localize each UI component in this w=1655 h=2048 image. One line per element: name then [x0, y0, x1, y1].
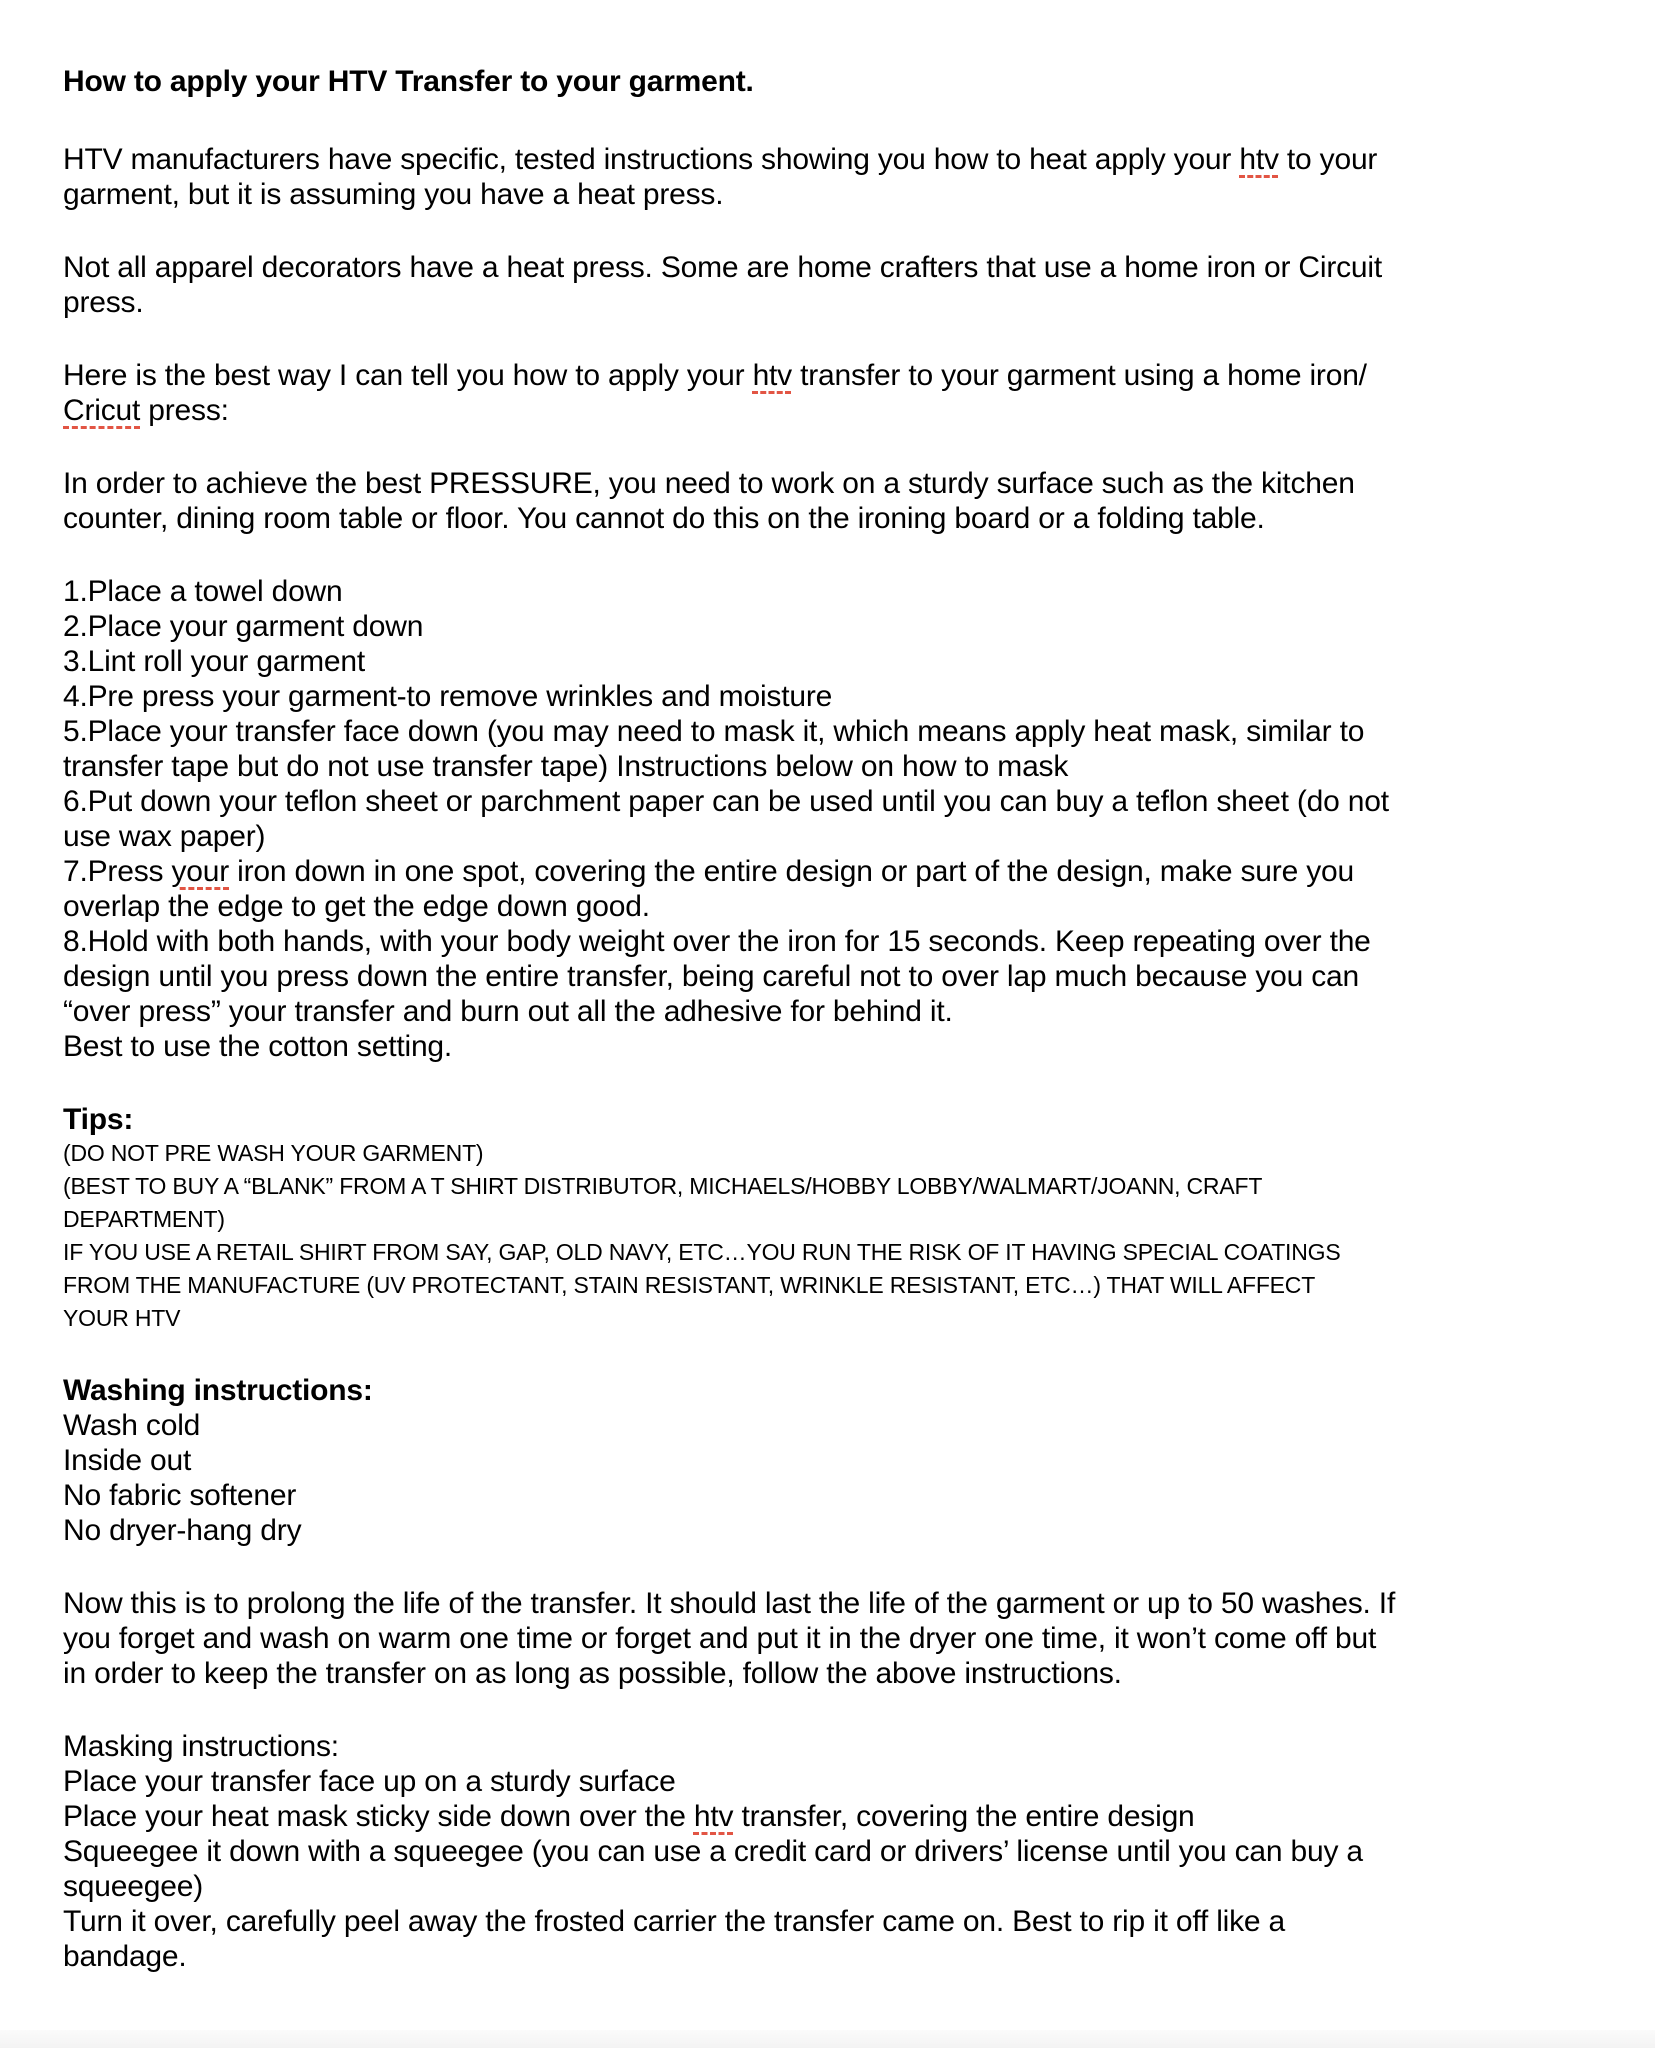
text-segment: bandage. [63, 1940, 187, 1973]
text-segment: design until you press down the entire transfer, being careful not to over lap much because you can [63, 960, 1359, 993]
misspelled-word: htv [693, 1800, 734, 1833]
text-segment: (DO NOT PRE WASH YOUR GARMENT) [63, 1140, 484, 1166]
document-title [63, 64, 1645, 99]
text-line [63, 501, 1645, 536]
washing-heading [63, 1373, 1645, 1408]
text-segment: overlap the edge to get the edge down good. [63, 890, 650, 923]
blank-line [63, 1691, 1645, 1729]
text-segment: Tips: [63, 1103, 134, 1136]
text-segment: 1.Place a towel down [63, 575, 343, 608]
text-line [63, 1236, 1645, 1269]
text-segment: Turn it over, carefully peel away the frosted carrier the transfer came on. Best to rip it off like a [63, 1905, 1286, 1938]
misspelled-word: htv [1239, 143, 1279, 176]
text-line [63, 644, 1645, 679]
text-line [63, 1170, 1645, 1203]
numbered-steps [63, 574, 1645, 1064]
text-line [63, 1137, 1645, 1170]
masking-section [63, 1729, 1645, 1974]
text-segment: IF YOU USE A RETAIL SHIRT FROM SAY, GAP, OLD NAVY, ETC…YOU RUN THE RISK OF IT HAVING SPECIAL COATINGS [63, 1239, 1341, 1265]
text-segment: press. [63, 286, 144, 319]
text-line [63, 466, 1645, 501]
text-line [63, 1729, 1645, 1764]
text-segment: garment, but it is assuming you have a heat press. [63, 178, 724, 211]
text-segment: Place your transfer face up on a sturdy surface [63, 1765, 676, 1798]
text-line [63, 1478, 1645, 1513]
text-segment: Masking instructions: [63, 1730, 339, 1763]
misspelled-word: Cricut [63, 394, 141, 427]
blank-line [63, 104, 1645, 142]
text-line [63, 1656, 1645, 1691]
text-segment: FROM THE MANUFACTURE (UV PROTECTANT, STAIN RESISTANT, WRINKLE RESISTANT, ETC…) THAT WILL AFFECT [63, 1272, 1316, 1298]
text-line [63, 358, 1645, 393]
text-line [63, 819, 1645, 854]
text-segment: (BEST TO BUY A “BLANK” FROM A T SHIRT DISTRIBUTOR, MICHAELS/HOBBY LOBBY/WALMART/JOANN, CRAFT [63, 1173, 1263, 1199]
text-line [63, 1621, 1645, 1656]
text-segment: 6.Put down your teflon sheet or parchment paper can be used until you can buy a teflon sheet (do not [63, 785, 1389, 818]
text-line [63, 285, 1645, 320]
text-line [63, 959, 1645, 994]
prolong-paragraph [63, 1586, 1645, 1691]
blank-line [63, 320, 1645, 358]
text-segment: YOUR HTV [63, 1305, 181, 1331]
blank-line [63, 1064, 1645, 1102]
washing-list [63, 1408, 1645, 1548]
misspelled-word: htv [752, 359, 792, 392]
document-content [63, 64, 1645, 1974]
text-segment: Here is the best way I can tell you how to apply your [63, 359, 753, 392]
text-segment: Best to use the cotton setting. [63, 1030, 453, 1063]
text-line [63, 994, 1645, 1029]
text-line [63, 250, 1645, 285]
text-line [63, 1443, 1645, 1478]
text-segment: HTV manufacturers have specific, tested instructions showing you how to heat apply your [63, 143, 1240, 176]
text-segment: How to apply your HTV Transfer to your garment. [63, 65, 754, 98]
blank-line [63, 212, 1645, 250]
text-line [63, 1408, 1645, 1443]
text-line [63, 924, 1645, 959]
text-segment: 8.Hold with both hands, with your body weight over the iron for 15 seconds. Keep repeating over the [63, 925, 1371, 958]
text-line [63, 1869, 1645, 1904]
intro-paragraph [63, 142, 1645, 212]
text-line [63, 1029, 1645, 1064]
blank-line [63, 1335, 1645, 1373]
text-line [63, 609, 1645, 644]
text-line [63, 854, 1645, 889]
text-segment: “over press” your transfer and burn out all the adhesive for behind it. [63, 995, 953, 1028]
text-segment: 7.Press [63, 855, 172, 888]
blank-line [63, 428, 1645, 466]
text-line [63, 1939, 1645, 1974]
text-line [63, 1269, 1645, 1302]
text-segment: transfer to your garment using a home iron/ [791, 359, 1367, 392]
text-line [63, 1904, 1645, 1939]
text-line [63, 177, 1645, 212]
text-line [63, 1834, 1645, 1869]
text-segment: transfer tape but do not use transfer tape) Instructions below on how to mask [63, 750, 1069, 783]
text-segment: DEPARTMENT) [63, 1206, 225, 1232]
text-segment: Inside out [63, 1444, 192, 1477]
document-title-text [63, 64, 1645, 99]
text-segment: Wash cold [63, 1409, 201, 1442]
text-segment: in order to keep the transfer on as long as possible, follow the above instructions. [63, 1657, 1122, 1690]
text-segment: squeegee) [63, 1870, 203, 1903]
text-line [63, 784, 1645, 819]
page-bottom-bar [0, 2030, 1655, 2048]
text-segment: iron down in one spot, covering the entire design or part of the design, make sure you [229, 855, 1354, 888]
text-line [63, 1586, 1645, 1621]
text-segment: 2.Place your garment down [63, 610, 424, 643]
text-segment: transfer, covering the entire design [733, 1800, 1195, 1833]
text-segment: 4.Pre press your garment-to remove wrinkles and moisture [63, 680, 833, 713]
text-line [63, 393, 1645, 428]
text-segment: press: [140, 394, 229, 427]
text-segment: 5.Place your transfer face down (you may need to mask it, which means apply heat mask, similar to [63, 715, 1365, 748]
best-way-paragraph [63, 358, 1645, 428]
text-line [63, 1764, 1645, 1799]
text-line [63, 679, 1645, 714]
text-segment: No fabric softener [63, 1479, 297, 1512]
text-line [63, 749, 1645, 784]
section-heading-text [63, 1102, 1645, 1137]
text-segment: Place your heat mask sticky side down over the [63, 1800, 694, 1833]
text-line [63, 1302, 1645, 1335]
blank-line [63, 1548, 1645, 1586]
text-segment: No dryer-hang dry [63, 1514, 302, 1547]
text-segment: 3.Lint roll your garment [63, 645, 366, 678]
text-segment: Squeegee it down with a squeegee (you can use a credit card or drivers’ license until you can buy a [63, 1835, 1363, 1868]
misspelled-word: your [171, 855, 230, 888]
text-segment: counter, dining room table or floor. You cannot do this on the ironing board or a folding table. [63, 502, 1265, 535]
text-line [63, 1799, 1645, 1834]
text-segment: Now this is to prolong the life of the transfer. It should last the life of the garment or up to 50 washes. If [63, 1587, 1396, 1620]
text-line [63, 1203, 1645, 1236]
text-segment: use wax paper) [63, 820, 266, 853]
text-line [63, 142, 1645, 177]
text-segment: Not all apparel decorators have a heat press. Some are home crafters that use a home iron or Circuit [63, 251, 1382, 284]
text-segment: Washing instructions: [63, 1374, 373, 1407]
tips-list [63, 1137, 1645, 1335]
text-line [63, 1513, 1645, 1548]
section-heading-text [63, 1373, 1645, 1408]
text-line [63, 714, 1645, 749]
blank-line [63, 536, 1645, 574]
tips-heading [63, 1102, 1645, 1137]
text-line [63, 574, 1645, 609]
pressure-paragraph [63, 466, 1645, 536]
text-segment: to your [1278, 143, 1378, 176]
text-line [63, 889, 1645, 924]
home-crafters-paragraph [63, 250, 1645, 320]
text-segment: In order to achieve the best PRESSURE, you need to work on a sturdy surface such as the kitchen [63, 467, 1355, 500]
text-segment: you forget and wash on warm one time or forget and put it in the dryer one time, it won’t come off but [63, 1622, 1377, 1655]
